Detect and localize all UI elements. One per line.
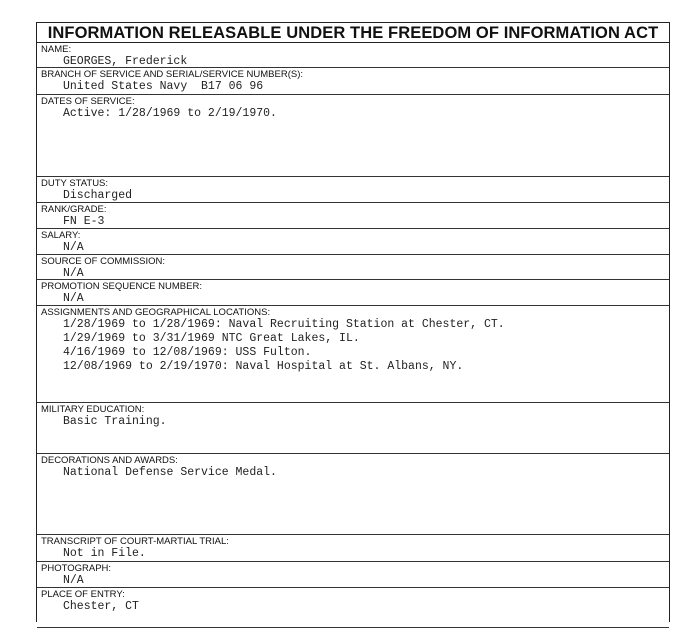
- name-value: GEORGES, Frederick: [63, 55, 188, 68]
- promotion-value: N/A: [63, 292, 84, 305]
- dates-section: [37, 95, 669, 177]
- photograph-label: PHOTOGRAPH:: [41, 563, 112, 574]
- photograph-section: [37, 562, 669, 588]
- decorations-label: DECORATIONS AND AWARDS:: [41, 455, 178, 466]
- commission-section: [37, 255, 669, 280]
- assignment-line: 1/29/1969 to 3/31/1969 NTC Great Lakes, IL.: [63, 332, 360, 345]
- branch-section: [37, 68, 669, 95]
- rank-section: [37, 203, 669, 229]
- duty-status-section: [37, 177, 669, 203]
- place-of-entry-label: PLACE OF ENTRY:: [41, 589, 125, 600]
- commission-label: SOURCE OF COMMISSION:: [41, 256, 166, 267]
- rank-value: FN E-3: [63, 215, 105, 228]
- branch-label: BRANCH OF SERVICE AND SERIAL/SERVICE NUMBER(S):: [41, 69, 304, 80]
- foia-form: [36, 22, 670, 622]
- assignment-line: 4/16/1969 to 12/08/1969: USS Fulton.: [63, 346, 312, 359]
- salary-value: N/A: [63, 241, 84, 254]
- assignment-line: 12/08/1969 to 2/19/1970: Naval Hospital at St. Albans, NY.: [63, 360, 464, 373]
- assignments-section: [37, 306, 669, 403]
- decorations-value: National Defense Service Medal.: [63, 466, 277, 479]
- dates-value: Active: 1/28/1969 to 2/19/1970.: [63, 107, 277, 120]
- promotion-section: [37, 280, 669, 306]
- place-of-entry-section: [37, 588, 669, 628]
- education-label: MILITARY EDUCATION:: [41, 404, 145, 415]
- dates-label: DATES OF SERVICE:: [41, 96, 135, 107]
- salary-label: SALARY:: [41, 230, 81, 241]
- education-value: Basic Training.: [63, 415, 167, 428]
- court-martial-label: TRANSCRIPT OF COURT-MARTIAL TRIAL:: [41, 536, 229, 547]
- salary-section: [37, 229, 669, 255]
- court-martial-value: Not in File.: [63, 547, 146, 560]
- duty-status-label: DUTY STATUS:: [41, 178, 109, 189]
- assignment-line: 1/28/1969 to 1/28/1969: Naval Recruiting Station at Chester, CT.: [63, 318, 505, 331]
- rank-label: RANK/GRADE:: [41, 204, 107, 215]
- name-label: NAME:: [41, 44, 72, 55]
- branch-value: United States Navy B17 06 96: [63, 80, 264, 93]
- name-section: [37, 43, 669, 68]
- duty-status-value: Discharged: [63, 189, 133, 202]
- promotion-label: PROMOTION SEQUENCE NUMBER:: [41, 281, 202, 292]
- form-title: INFORMATION RELEASABLE UNDER THE FREEDOM OF INFORMATION ACT: [37, 23, 669, 43]
- education-section: [37, 403, 669, 454]
- assignments-label: ASSIGNMENTS AND GEOGRAPHICAL LOCATIONS:: [41, 307, 271, 318]
- place-of-entry-value: Chester, CT: [63, 600, 139, 613]
- decorations-section: [37, 454, 669, 535]
- photograph-value: N/A: [63, 574, 84, 587]
- commission-value: N/A: [63, 267, 84, 280]
- court-martial-section: [37, 535, 669, 562]
